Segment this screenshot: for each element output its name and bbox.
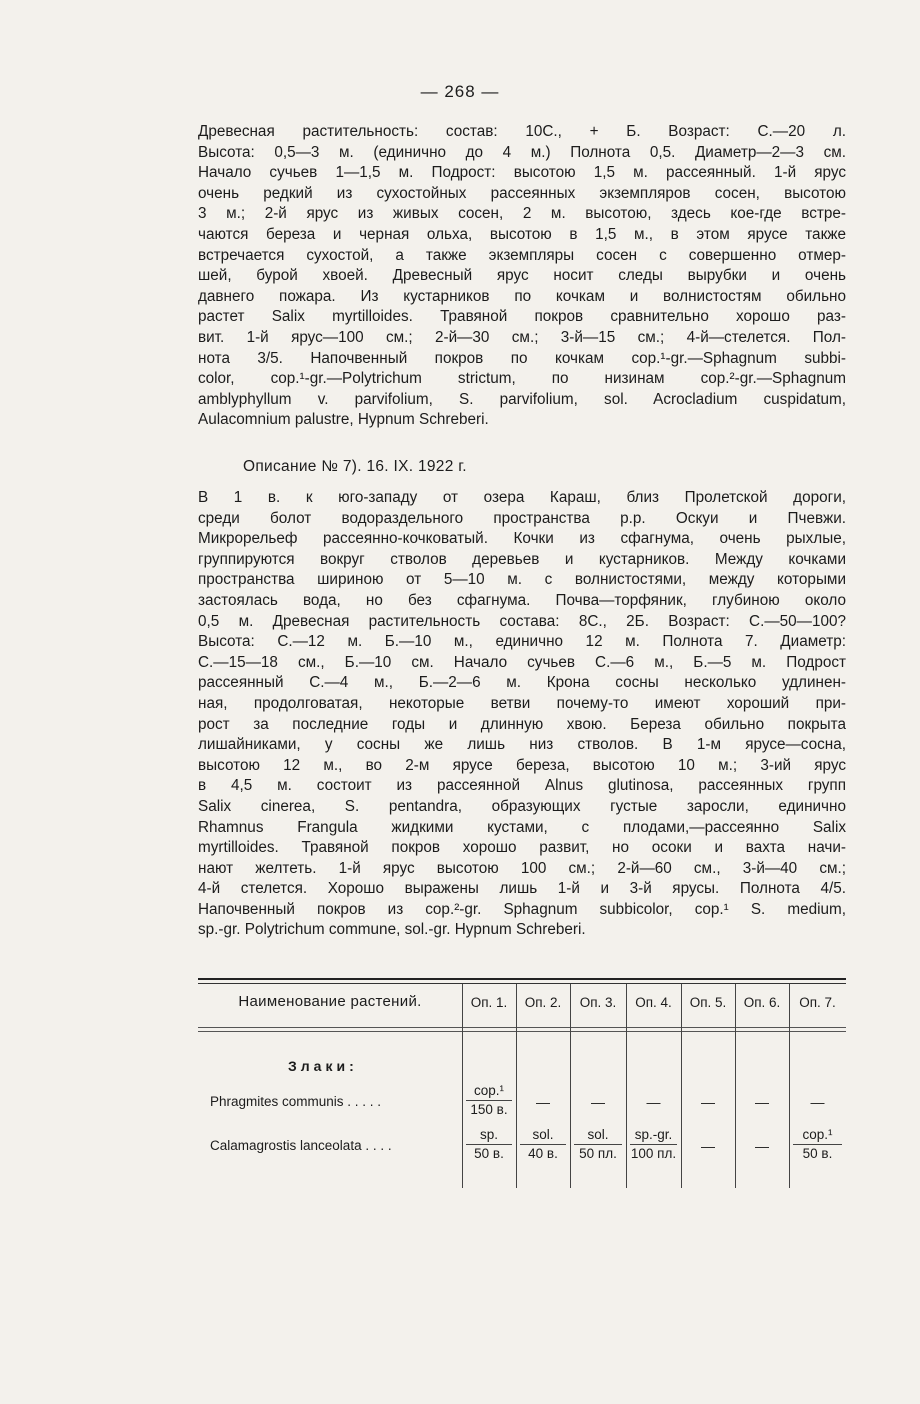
- paragraph-2-line: Rhamnus Frangula жидкими кустами, с плодами,—рассеянно Salix: [198, 818, 846, 836]
- table-header-column: Оп. 1.: [470, 995, 508, 1010]
- table-group-title: Злаки:: [288, 1058, 358, 1074]
- table-cell-abundance: sol.: [532, 1127, 554, 1142]
- table-cell-dash: —: [701, 1094, 715, 1110]
- table-cell-dash: —: [755, 1094, 769, 1110]
- table-cell-height: 100 пл.: [630, 1146, 677, 1161]
- description-heading: Описание № 7). 16. IX. 1922 г.: [243, 458, 467, 475]
- table-header-column: Оп. 3.: [579, 995, 617, 1010]
- paragraph-1-line: растет Salix myrtilloides. Травяной покров сравнительно хорошо раз-: [198, 308, 846, 326]
- page-number: — 268 —: [420, 82, 500, 101]
- table-rule-top-thin: [198, 983, 846, 984]
- table-rule-top: [198, 978, 846, 980]
- table-cell-height: 40 в.: [520, 1144, 566, 1163]
- paragraph-2-line: рост за последние годы и длинную хвою. Береза обильно покрыта: [198, 715, 846, 733]
- paragraph-1-line: 3 м.; 2-й ярус из живых сосен, 2 м. высотою, здесь кое-где встре-: [198, 205, 846, 223]
- paragraph-2-line: sp.-gr. Polytrichum commune, sol.-gr. Hypnum Schreberi.: [198, 921, 586, 939]
- paragraph-2-line: рассеянный С.—4 м., Б.—2—6 м. Крона сосны несколько удлинен-: [198, 674, 846, 692]
- table-cell-abundance: sp.: [479, 1127, 498, 1142]
- paragraph-2-line: лишайниками, у сосны же лишь низ стволов. В 1-м ярусе—сосна,: [198, 736, 846, 754]
- table-cell-height: 150 в.: [466, 1100, 512, 1119]
- paragraph-2-line: ная, продолговатая, некоторые ветви почему-то имеют хороший при-: [198, 694, 846, 712]
- paragraph-1-line: Высота: 0,5—3 м. (единично до 4 м.) Полнота 0,5. Диаметр—2—3 см.: [198, 143, 846, 161]
- table-rule-header-thin: [198, 1031, 846, 1032]
- paragraph-1-line: встречается сухостой, а также экземпляры сосен с совершенно отмер-: [198, 246, 846, 264]
- table-cell: [574, 1126, 622, 1163]
- paragraph-2-line: среди болот водораздельного пространства р.р. Оскуи и Пчевжи.: [198, 509, 846, 527]
- paragraph-2-line: нают желтеть. 1-й ярус высотою 100 см.; 2-й—60 см., 3-й—40 см.;: [198, 859, 846, 877]
- table-cell: [466, 1082, 512, 1119]
- table-cell-dash: —: [536, 1094, 550, 1110]
- table-column-divider: [789, 984, 790, 1188]
- paragraph-2-line: группируются вокруг стволов деревьев и кустарников. Между кочками: [198, 550, 846, 568]
- paragraph-2-line: myrtilloides. Травяной покров хорошо развит, но осоки и вахта начи-: [198, 839, 846, 857]
- table-cell: [466, 1126, 512, 1163]
- paragraph-1-line: Начало сучьев 1—1,5 м. Подрост: высотою 1,5 м. рассеянный. 1-й ярус: [198, 164, 846, 182]
- table-cell-abundance: cop.¹: [473, 1083, 504, 1098]
- paragraph-1-line: давнего пожара. Из кустарников по кочкам и волнистостям обильно: [198, 287, 846, 305]
- paragraph-1-line: чаются береза и черная ольха, высотою в 1,5 м., в этом ярусе также: [198, 225, 846, 243]
- table-column-divider: [516, 984, 517, 1188]
- table-cell-height: 50 в.: [793, 1144, 842, 1163]
- paragraph-2-line: Высота: С.—12 м. Б.—10 м., единично 12 м. Полнота 7. Диаметр:: [198, 633, 846, 651]
- paragraph-2-line: в 4,5 м. состоит из рассеянной Alnus glutinosa, рассеянных групп: [198, 777, 846, 795]
- table-rule-header: [198, 1027, 846, 1028]
- table-cell-dash: —: [755, 1138, 769, 1154]
- table-header-column: Оп. 7.: [799, 995, 836, 1010]
- paragraph-2-line: С.—15—18 см., Б.—10 см. Начало сучьев С.—6 м., Б.—5 м. Подрост: [198, 653, 846, 671]
- paragraph-2-line: В 1 в. к юго-западу от озера Караш, близ Пролетской дороги,: [198, 489, 846, 506]
- paragraph-2-line: высотою 12 м., во 2-м ярусе береза, высотою 10 м.; 3-ий ярус: [198, 756, 846, 774]
- table-cell-abundance: sp.-gr.: [634, 1127, 673, 1142]
- table-header-name: Наименование растений.: [238, 993, 422, 1010]
- table-cell-height: 50 пл.: [574, 1144, 622, 1163]
- paragraph-2-line: 0,5 м. Древесная растительность состава: 8С., 2Б. Возраст: С.—50—100?: [198, 612, 846, 630]
- table-column-divider: [462, 984, 463, 1188]
- table-cell-dash: —: [701, 1138, 715, 1154]
- table-cell: [630, 1126, 677, 1163]
- paragraph-2-line: Salix cinerea, S. pentandra, образующих густые заросли, единично: [198, 797, 846, 815]
- table-cell: [793, 1126, 842, 1163]
- table-column-divider: [735, 984, 736, 1188]
- paragraph-2-line: застоялась вода, но без сфагнума. Почва—торфяник, глубиною около: [198, 591, 846, 609]
- paragraph-1-line: нота 3/5. Напочвенный покров по кочкам cop.¹-gr.—Sphagnum subbi-: [198, 349, 846, 367]
- table-cell-dash: —: [646, 1094, 661, 1110]
- paragraph-1-line: color, cop.¹-gr.—Polytrichum strictum, по низинам cop.²-gr.—Sphagnum: [198, 370, 846, 388]
- paragraph-1-line: вит. 1-й ярус—100 см.; 2-й—30 см.; 3-й—15 см.; 4-й—стелется. Пол-: [198, 328, 846, 346]
- paragraph-1-line: Aulacomnium palustre, Hypnum Schreberi.: [198, 411, 489, 429]
- table-header-column: Оп. 5.: [689, 995, 727, 1010]
- paragraph-2-line: пространства шириною от 5—10 м. с волнистостями, между которыми: [198, 571, 846, 589]
- paragraph-1-line: amblyphyllum v. parvifolium, S. parvifolium, sol. Acrocladium cuspidatum,: [198, 390, 846, 408]
- paragraph-2-line: 4-й стелется. Хорошо выражены лишь 1-й и 3-й ярусы. Полнота 4/5.: [198, 880, 846, 898]
- table-column-divider: [570, 984, 571, 1188]
- table-plant-name: Phragmites communis . . . . .: [210, 1094, 382, 1109]
- table-cell-abundance: sol.: [587, 1127, 609, 1142]
- table-column-divider: [626, 984, 627, 1188]
- paragraph-2-line: Микрорельеф рассеянно-кочковатый. Кочки из сфагнума, очень рыхлые,: [198, 530, 846, 548]
- table-header-column: Оп. 4.: [635, 995, 672, 1010]
- table-header-column: Оп. 6.: [743, 995, 781, 1010]
- table-plant-name: Calamagrostis lanceolata . . . .: [210, 1138, 392, 1153]
- paragraph-1-line: шей, бурой хвоей. Древесный ярус носит следы вырубки и очень: [198, 267, 846, 285]
- table-cell-dash: —: [810, 1094, 825, 1110]
- paragraph-1-line: Древесная растительность: состав: 10С., + Б. Возраст: С.—20 л.: [198, 123, 846, 140]
- paragraph-2: [198, 488, 846, 941]
- table-header-column: Оп. 2.: [524, 995, 562, 1010]
- paragraph-1-line: очень редкий из сухостойных рассеянных экземпляров сосен, высотою: [198, 184, 846, 202]
- table-cell-dash: —: [591, 1094, 605, 1110]
- paragraph-2-line: Напочвенный покров из cop.²-gr. Sphagnum subbicolor, cop.¹ S. medium,: [198, 900, 846, 918]
- table-cell-abundance: cop.¹: [802, 1127, 833, 1142]
- table-cell: [520, 1126, 566, 1163]
- paragraph-1: [198, 122, 846, 431]
- table-cell-height: 50 в.: [466, 1144, 512, 1163]
- species-table: [198, 978, 846, 1188]
- table-column-divider: [681, 984, 682, 1188]
